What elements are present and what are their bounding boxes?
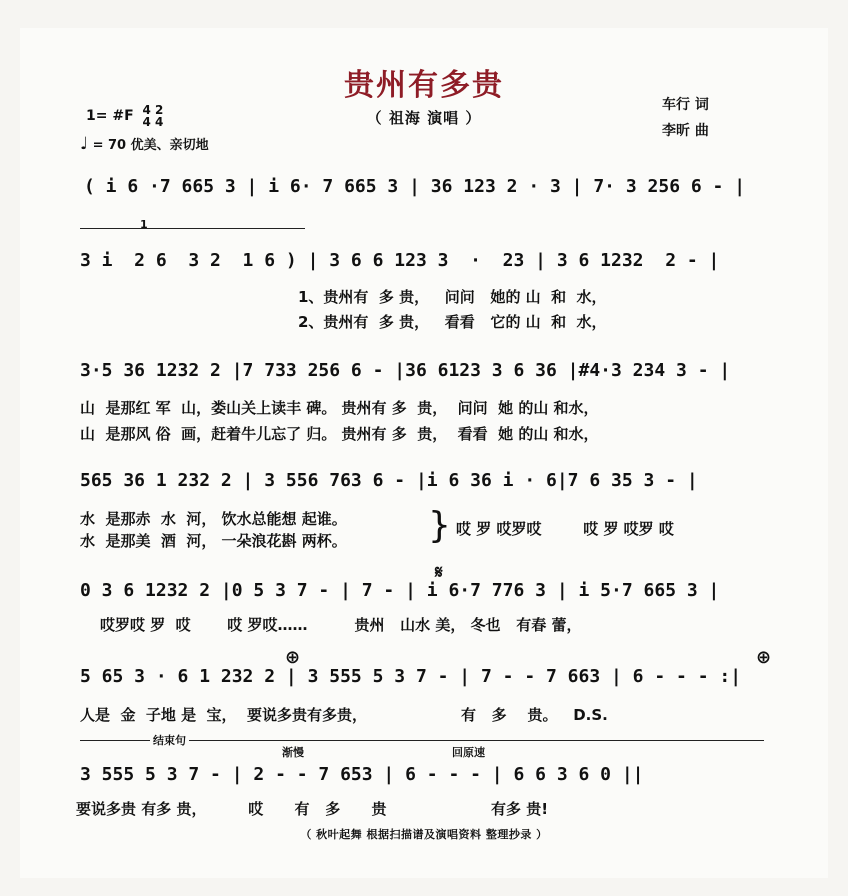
time-top: 4 2: [142, 103, 164, 117]
ending-label: 结束句: [150, 732, 189, 748]
lyric-chorus-aiyo: 哎 罗 哎罗哎 哎 罗 哎罗 哎: [456, 520, 674, 538]
segno-icon: 𝄋: [435, 562, 443, 583]
key-signature: [86, 104, 163, 128]
lyricist-credit: 车行 词: [662, 97, 709, 113]
composer-credit: 李昕 曲: [662, 123, 709, 139]
slow-marking: 渐慢: [282, 746, 304, 759]
music-row-4: 565 36 1 232 2 | 3 556 763 6 - |i 6 36 i · 6|7 6 35 3 - |: [80, 470, 698, 491]
coda-icon-end: ⊕: [756, 647, 772, 668]
tempo-text: = 70 优美、亲切地: [92, 138, 209, 153]
lyric-verse-1c: 水 是那赤 水 河， 饮水总能想 起谁。: [80, 510, 347, 528]
lyric-verse-1b: 山 是那红 军 山，娄山关上读丰 碑。 贵州有 多 贵， 问问 她 的山 和水，: [80, 399, 599, 417]
time-bottom: 4 4: [142, 115, 164, 129]
tempo-marking: [80, 134, 209, 154]
music-row-5: 0 3 6 1232 2 |0 5 3 7 - | 7 - | i 6·7 776 3 | i 5·7 665 3 |: [80, 580, 720, 601]
music-row-7: 3 555 5 3 7 - | 2 - - 7 653 | 6 - - - | 6 6 3 6 0 ||: [80, 764, 644, 785]
lyric-row-7: 要说多贵 有多 贵， 哎 有 多 贵 有多 贵!: [76, 800, 549, 818]
lyric-verse-2b: 山 是那风 俗 画，赶着牛儿忘了 归。 贵州有 多 贵， 看看 她 的山 和水，: [80, 425, 599, 443]
lyric-verse-2c: 水 是那美 酒 河， 一朵浪花斟 两杯。: [80, 532, 347, 550]
resume-tempo-marking: 回原速: [452, 746, 485, 759]
singer-line: （ 祖海 演唱 ）: [366, 109, 482, 127]
key-text: 1= #F: [86, 108, 134, 124]
time-signature: [143, 104, 164, 128]
lyric-verse-1a: 1、贵州有 多 贵， 问问 她的 山 和 水，: [298, 288, 607, 306]
lyric-row-6: 人是 金 子地 是 宝， 要说多贵有多贵， 有 多 贵。 D.S.: [80, 706, 608, 724]
footer-note: （ 秋叶起舞 根据扫描谱及演唱资料 整理抄录 ）: [300, 828, 548, 841]
sheet-paper: [20, 28, 828, 878]
music-row-6: 5 65 3 · 6 1 232 2 | 3 555 5 3 7 - | 7 - - 7 663 | 6 - - - :|: [80, 666, 742, 687]
lyric-row-5: 哎罗哎 罗 哎 哎 罗哎…… 贵州 山水 美， 冬也 有春 蕾，: [100, 616, 582, 634]
music-row-2: 3 i 2 6 3 2 1 6 ) | 3 6 6 123 3 · 23 | 3 6 1232 2 - |: [80, 250, 720, 271]
quarter-note-icon: ♩: [80, 134, 89, 154]
song-title: 贵州有多贵: [344, 68, 504, 103]
verse-brace: }: [428, 505, 451, 546]
music-row-1: ( i 6 ·7 665 3 | i 6· 7 665 3 | 36 123 2 · 3 | 7· 3 256 6 - |: [84, 176, 746, 197]
credits: [662, 92, 709, 144]
bracket-number: 1: [140, 218, 148, 231]
lyric-verse-2a: 2、贵州有 多 贵， 看看 它的 山 和 水，: [298, 313, 607, 331]
coda-icon: ⊕: [285, 647, 301, 668]
repeat-bracket-line: [80, 228, 305, 229]
music-row-3: 3·5 36 1232 2 |7 733 256 6 - |36 6123 3 6 36 |#4·3 234 3 - |: [80, 360, 731, 381]
